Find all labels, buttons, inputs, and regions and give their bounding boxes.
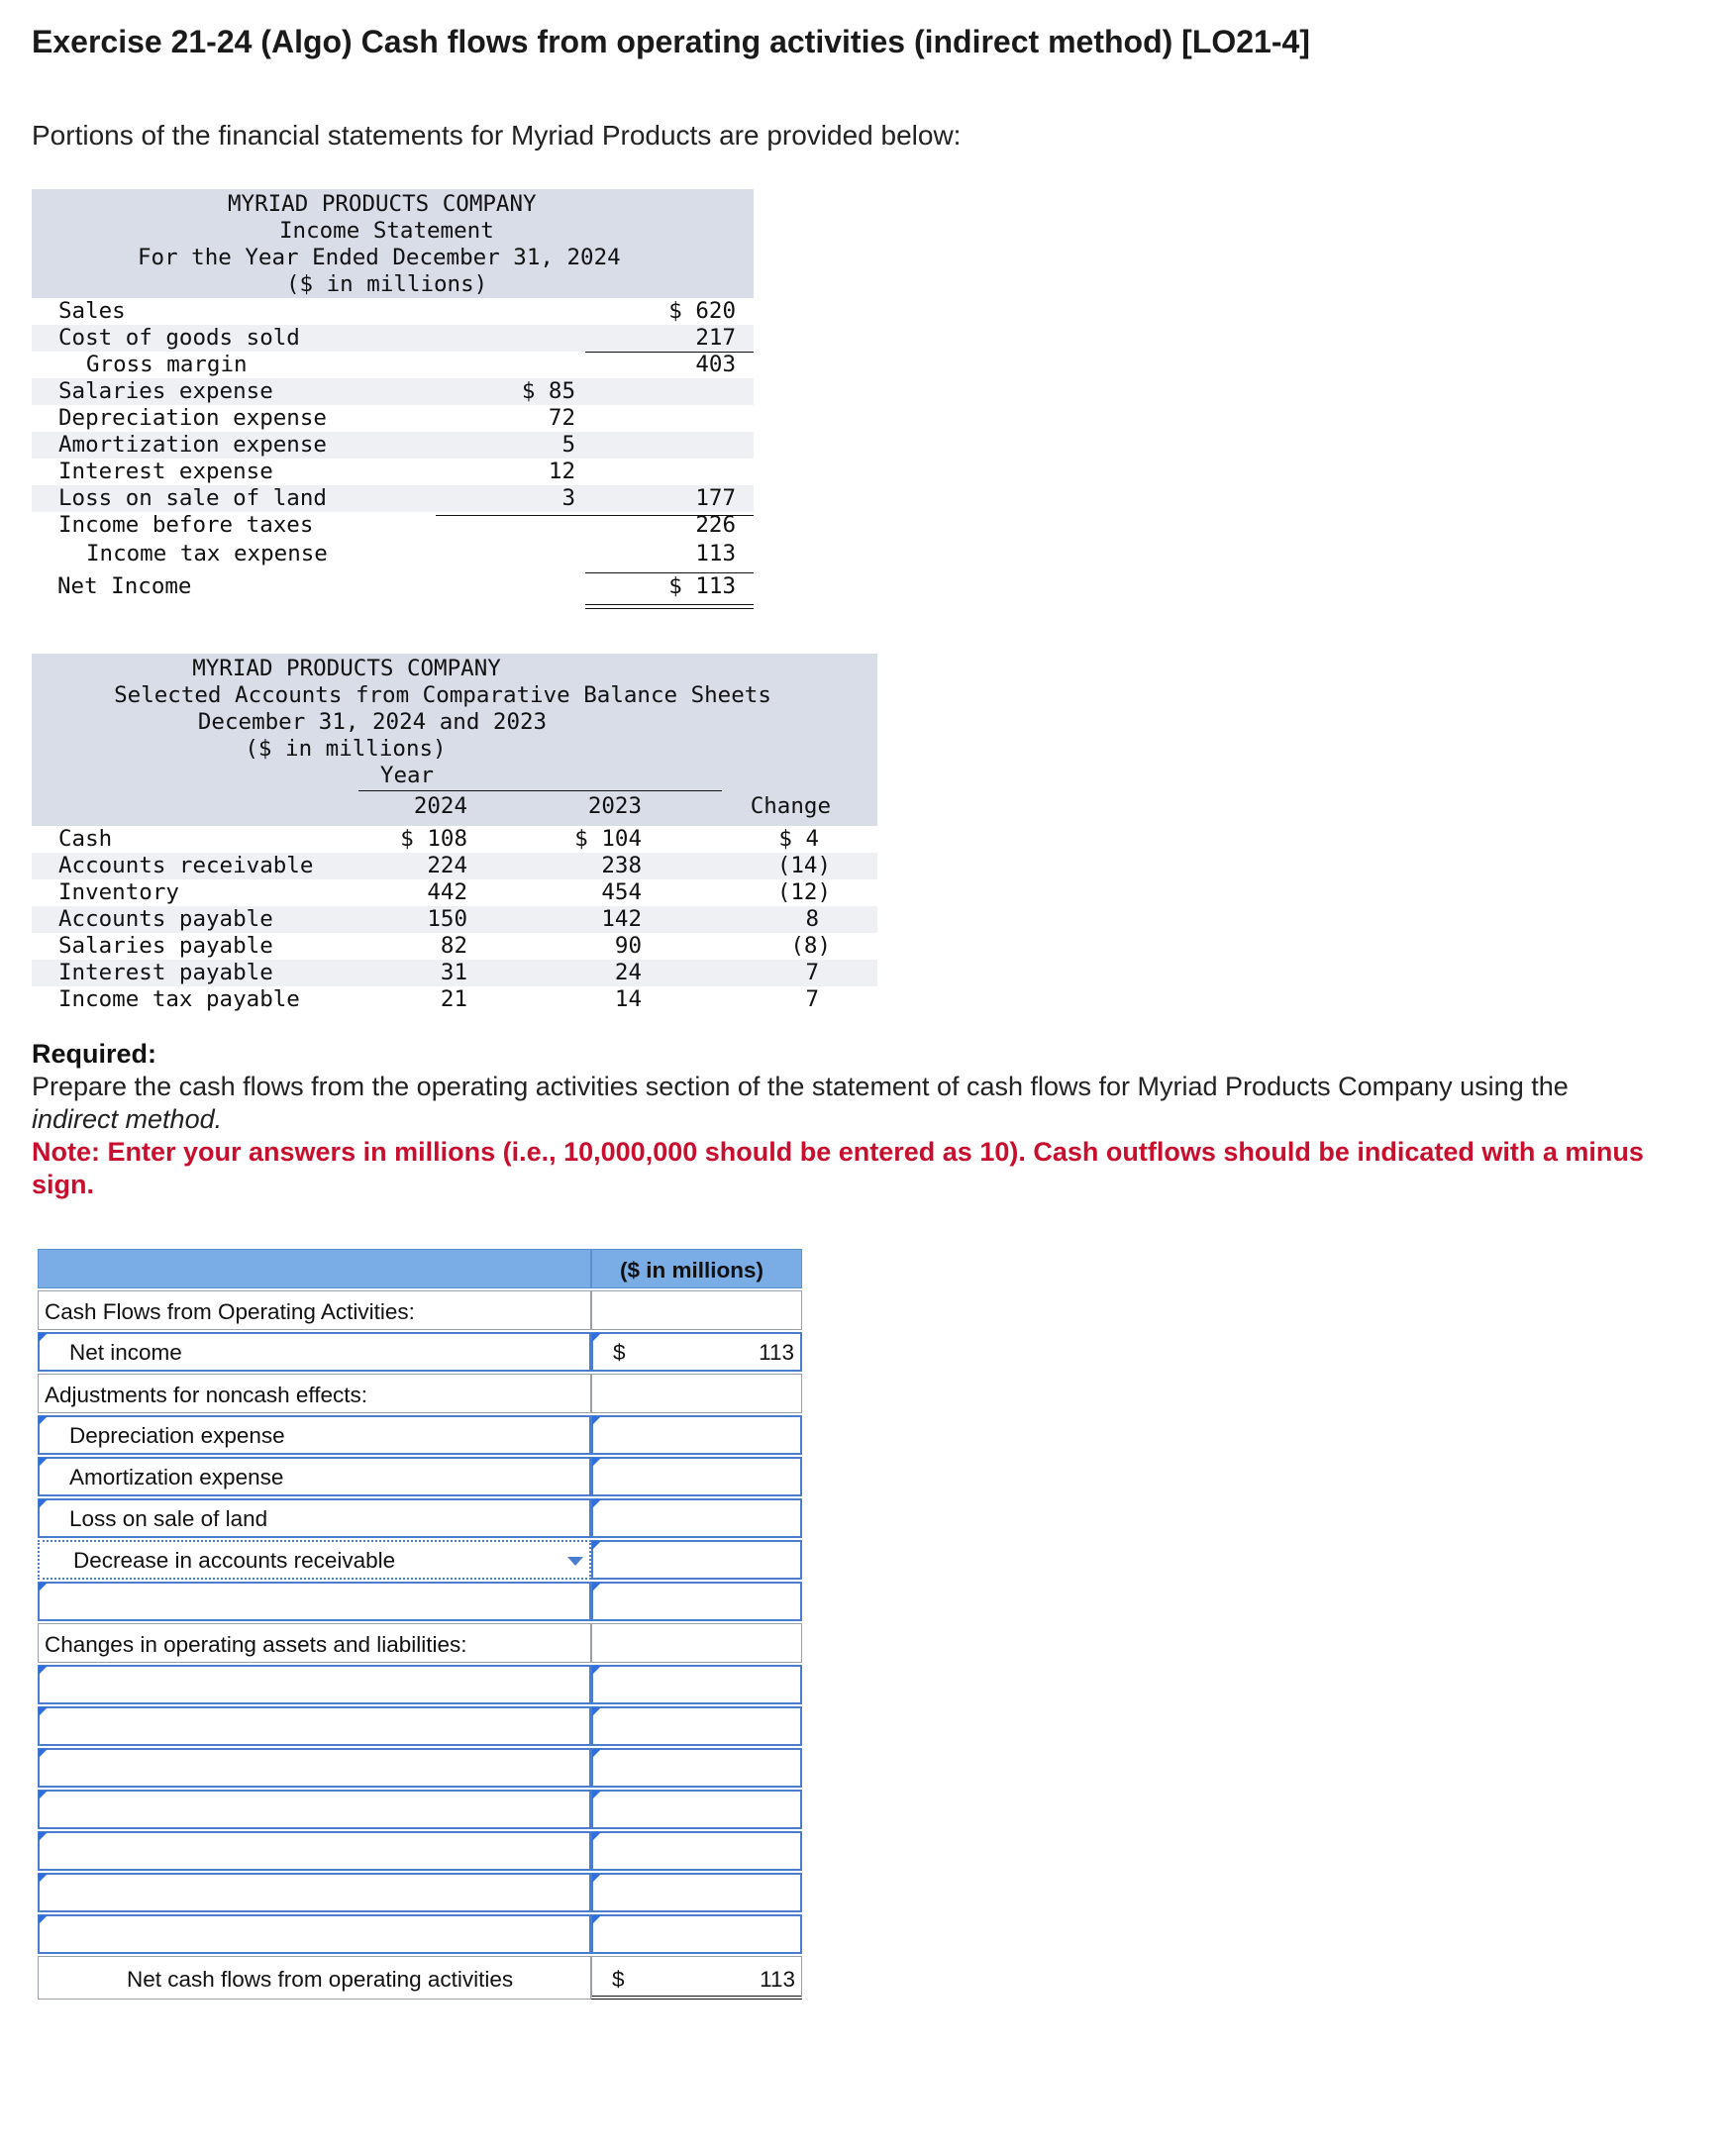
answer-row-chg-7 [38, 1914, 802, 1956]
chg-1-label-input[interactable] [38, 1665, 591, 1704]
is-rule-4 [585, 572, 754, 573]
is-row-salaries: Salaries expense $ 85 [32, 378, 754, 405]
answer-row-chg-2 [38, 1706, 802, 1748]
answer-row-net-income [38, 1332, 802, 1374]
bs-row-cash: Cash $ 108 $ 104 $ 4 [58, 826, 819, 852]
required-section [32, 1038, 1705, 1201]
exercise-title: Exercise 21-24 (Algo) Cash flows from operating activities (indirect method) [LO21-4] [32, 24, 1310, 59]
is-row-loss-land: Loss on sale of land 3 177 [32, 485, 754, 512]
chg-6-value-input[interactable] [591, 1873, 802, 1912]
answer-row-adj-2 [38, 1457, 802, 1498]
chg-2-value-input[interactable] [591, 1706, 802, 1746]
answer-row-changes [38, 1623, 802, 1665]
is-statement-name: Income Statement [279, 218, 494, 244]
bs-row-inventory: Inventory 442 454 (12) [58, 879, 831, 905]
chg-7-value-input[interactable] [591, 1914, 802, 1954]
answer-row-chg-1 [38, 1665, 802, 1706]
adj-5-value-input[interactable] [591, 1582, 802, 1621]
changes-label: Changes in operating assets and liabilities: [45, 1632, 467, 1657]
is-row-interest: Interest expense 12 [58, 459, 575, 484]
bs-col-2023: 2023 [587, 793, 642, 819]
balance-sheet-header [32, 654, 877, 826]
is-row-gross-margin: Gross margin 403 [86, 352, 736, 377]
bs-statement-name: Selected Accounts from Comparative Balance Sheets [114, 682, 771, 708]
bs-row-ar: Accounts receivable 224 238 (14) [32, 853, 877, 879]
chg-6-label-input[interactable] [38, 1873, 591, 1912]
is-rule-1 [585, 352, 754, 353]
adj-3-label-input[interactable]: Loss on sale of land [38, 1498, 591, 1538]
adj-3-value-input[interactable] [591, 1498, 802, 1538]
answer-header-right [591, 1249, 802, 1288]
required-instructions: Prepare the cash flows from the operating activities section of the statement of cash flows for Myriad Products Company using the indirect method. [32, 1072, 1569, 1134]
answer-row-adjustments [38, 1374, 802, 1415]
is-row-income-tax: Income tax expense 113 [86, 541, 736, 566]
adjustments-label: Adjustments for noncash effects: [45, 1383, 368, 1407]
answer-row-adj-1 [38, 1415, 802, 1457]
section-cfo-label: Cash Flows from Operating Activities: [45, 1299, 415, 1324]
bs-col-2024: 2024 [413, 793, 467, 819]
balance-sheet [32, 654, 877, 1013]
chg-1-value-input[interactable] [591, 1665, 802, 1704]
income-statement [32, 189, 754, 603]
answer-row-chg-5 [38, 1831, 802, 1873]
is-row-amortization: Amortization expense 5 [32, 432, 754, 459]
bs-row-income-tax-payable: Income tax payable 21 14 7 [58, 986, 819, 1012]
is-row-income-before-taxes: Income before taxes 226 [58, 512, 736, 538]
chevron-down-icon[interactable] [567, 1557, 583, 1566]
chg-2-label-input[interactable] [38, 1706, 591, 1746]
is-company-name: MYRIAD PRODUCTS COMPANY [228, 191, 537, 217]
is-rule-5 [585, 604, 754, 605]
chg-4-label-input[interactable] [38, 1790, 591, 1829]
bs-company-name: MYRIAD PRODUCTS COMPANY [192, 656, 501, 681]
answer-row-chg-6 [38, 1873, 802, 1914]
is-units: ($ in millions) [286, 271, 488, 297]
chg-5-label-input[interactable] [38, 1831, 591, 1871]
is-row-sales: Sales $ 620 [58, 298, 736, 324]
required-note: Note: Enter your answers in millions (i.e., 10,000,000 should be entered as 10). Cash outflows should be indicated with a minus sign. [32, 1137, 1644, 1199]
bs-period: December 31, 2024 and 2023 [197, 709, 548, 735]
net-income-value-input[interactable]: $ 113 [591, 1332, 802, 1372]
adj-1-label-input[interactable]: Depreciation expense [38, 1415, 591, 1455]
total-label: Net cash flows from operating activities [127, 1967, 514, 1992]
net-income-label-input[interactable]: Net income [38, 1332, 591, 1372]
is-rule-2 [436, 515, 585, 516]
answer-column-header: ($ in millions) [620, 1258, 764, 1283]
chg-3-value-input[interactable] [591, 1748, 802, 1788]
bs-col-change: Change [750, 793, 831, 819]
bs-row-ap: Accounts payable 150 142 8 [32, 906, 877, 933]
is-row-depreciation: Depreciation expense 72 [58, 405, 575, 431]
is-rule-3 [585, 515, 754, 516]
answer-row-adj-5 [38, 1582, 802, 1623]
bs-row-salaries-payable: Salaries payable 82 90 (8) [58, 933, 831, 959]
chg-5-value-input[interactable] [591, 1831, 802, 1871]
required-heading: Required: [32, 1039, 157, 1069]
required-italic: indirect method. [32, 1104, 223, 1134]
answer-row-adj-3 [38, 1498, 802, 1540]
is-rule-5b [585, 608, 754, 609]
total-value-cell: $ 113 [591, 1956, 802, 2000]
adj-2-label-input[interactable]: Amortization expense [38, 1457, 591, 1496]
answer-row-chg-4 [38, 1790, 802, 1831]
adj-4-value-input[interactable] [591, 1540, 802, 1580]
chg-7-label-input[interactable] [38, 1914, 591, 1954]
answer-row-total [38, 1956, 802, 2000]
intro-text: Portions of the financial statements for Myriad Products are provided below: [32, 120, 962, 151]
answer-row-adj-4 [38, 1540, 802, 1582]
answer-row-chg-3 [38, 1748, 802, 1790]
adj-4-dropdown[interactable]: Decrease in accounts receivable [38, 1540, 591, 1580]
is-period: For the Year Ended December 31, 2024 [138, 245, 621, 270]
bs-row-interest-payable: Interest payable 31 24 7 [32, 960, 877, 986]
bs-year-label: Year [379, 763, 435, 788]
is-row-cogs: Cost of goods sold 217 [32, 325, 754, 352]
answer-row-section1 [38, 1290, 802, 1332]
income-statement-header [32, 189, 754, 298]
total-value: 113 [760, 1967, 795, 1992]
answer-header-row [38, 1249, 802, 1290]
answer-header-left [38, 1249, 591, 1288]
is-row-net-income: Net Income $ 113 [57, 573, 736, 599]
bs-units: ($ in millions) [245, 736, 447, 762]
adj-1-value-input[interactable] [591, 1415, 802, 1455]
adj-2-value-input[interactable] [591, 1457, 802, 1496]
chg-4-value-input[interactable] [591, 1790, 802, 1829]
bs-year-rule [358, 790, 722, 791]
chg-3-label-input[interactable] [38, 1748, 591, 1788]
adj-5-label-input[interactable] [38, 1582, 591, 1621]
